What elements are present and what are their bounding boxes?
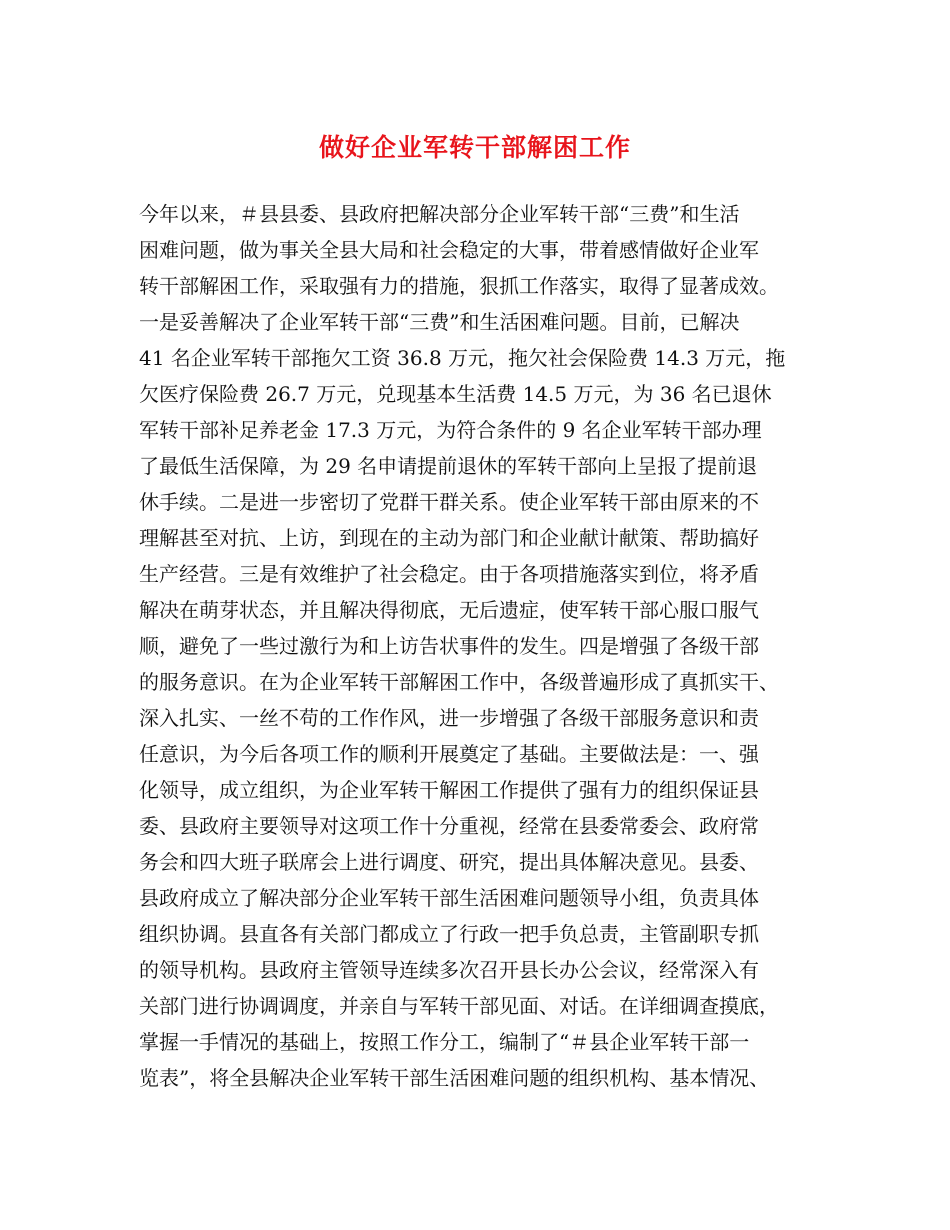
document-title: 做好企业军转干部解困工作 — [318, 133, 631, 162]
body-line: 的服务意识。在为企业军转干部解困工作中，各级普遍形成了真抓实干、 — [139, 670, 779, 694]
body-line: 化领导，成立组织，为企业军转干解困工作提供了强有力的组织保证县 — [139, 778, 759, 802]
body-line: 组织协调。县直各有关部门都成立了行政一把手负总责，主管副职专抓 — [139, 922, 759, 946]
document-body — [139, 196, 829, 1096]
body-line: 县政府成立了解决部分企业军转干部生活困难问题领导小组，负责具体 — [139, 886, 759, 910]
body-line: 今年以来，＃县县委、县政府把解决部分企业军转干部“三费”和生活 — [139, 202, 740, 226]
body-line: 关部门进行协调调度，并亲自与军转干部见面、对话。在详细调查摸底， — [139, 994, 779, 1018]
body-line: 欠医疗保险费 26.7 万元，兑现基本生活费 14.5 万元，为 36 名已退休 — [139, 382, 772, 406]
body-line: 解决在萌芽状态，并且解决得彻底，无后遗症，使军转干部心服口服气 — [139, 598, 759, 622]
body-line: 了最低生活保障，为 29 名申请提前退休的军转干部向上呈报了提前退 — [139, 454, 758, 478]
body-line: 的领导机构。县政府主管领导连续多次召开县长办公会议，经常深入有 — [139, 958, 759, 982]
body-line: 理解甚至对抗、上访，到现在的主动为部门和企业献计献策、帮助搞好 — [139, 526, 759, 550]
body-line: 顺，避免了一些过激行为和上访告状事件的发生。四是增强了各级干部 — [139, 634, 759, 658]
body-line: 委、县政府主要领导对这项工作十分重视，经常在县委常委会、政府常 — [139, 814, 759, 838]
body-line: 深入扎实、一丝不苟的工作作风，进一步增强了各级干部服务意识和责 — [139, 706, 759, 730]
body-line: 休手续。二是进一步密切了党群干群关系。使企业军转干部由原来的不 — [139, 490, 759, 514]
body-line: 掌握一手情况的基础上，按照工作分工，编制了“＃县企业军转干部一 — [139, 1030, 750, 1054]
body-line: 一是妥善解决了企业军转干部“三费”和生活困难问题。目前，已解决 — [139, 310, 740, 334]
body-line: 览表”，将全县解决企业军转干部生活困难问题的组织机构、基本情况、 — [139, 1066, 770, 1090]
body-line: 困难问题，做为事关全县大局和社会稳定的大事，带着感情做好企业军 — [139, 238, 759, 262]
body-line: 41 名企业军转干部拖欠工资 36.8 万元，拖欠社会保险费 14.3 万元，拖 — [139, 346, 786, 370]
body-line: 任意识，为今后各项工作的顺利开展奠定了基础。主要做法是：一、强 — [139, 742, 759, 766]
body-line: 军转干部补足养老金 17.3 万元，为符合条件的 9 名企业军转干部办理 — [139, 418, 762, 442]
body-line: 生产经营。三是有效维护了社会稳定。由于各项措施落实到位，将矛盾 — [139, 562, 759, 586]
body-line: 务会和四大班子联席会上进行调度、研究，提出具体解决意见。县委、 — [139, 850, 759, 874]
body-line: 转干部解困工作，采取强有力的措施，狠抓工作落实，取得了显著成效。 — [139, 274, 779, 298]
